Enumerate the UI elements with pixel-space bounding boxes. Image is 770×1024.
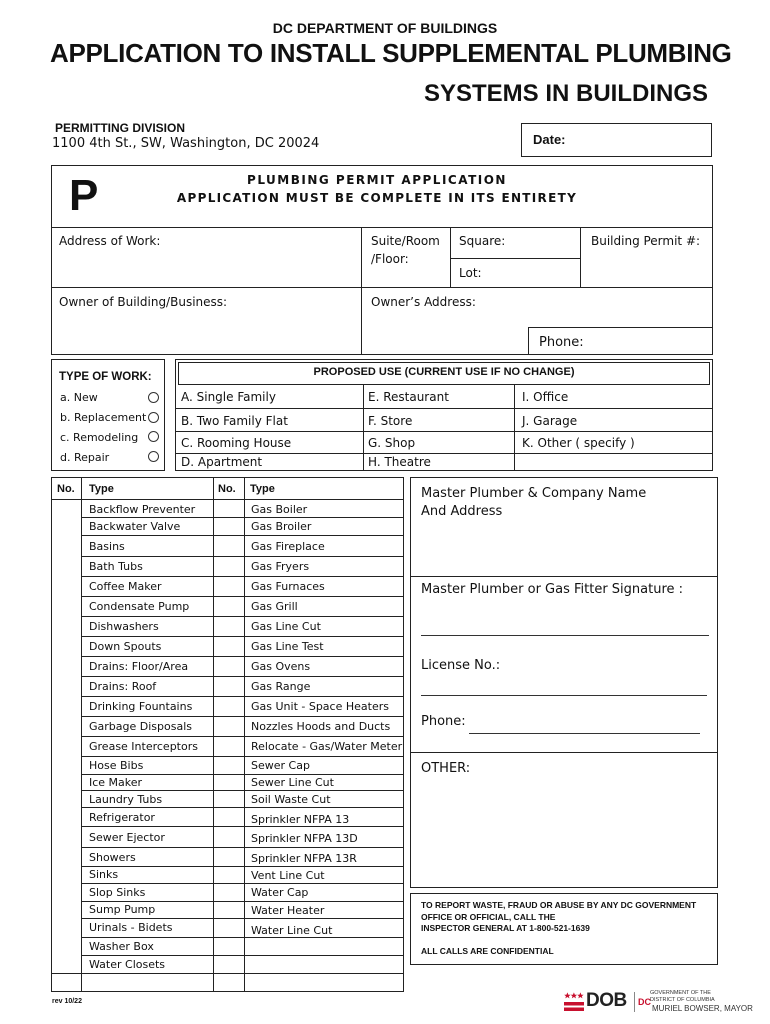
banner-letter: P [69, 171, 99, 220]
fixture-type-right: Gas Broiler [251, 520, 312, 533]
fixture-type-right: Gas Line Test [251, 640, 324, 653]
fixture-type-left: Bath Tubs [89, 560, 143, 573]
permit-banner [51, 165, 713, 228]
date-label: Date: [533, 132, 566, 147]
row-divider [81, 807, 404, 808]
dc-mini-logo: DC [638, 997, 651, 1007]
type-option-remodeling[interactable]: c. Remodeling [60, 431, 139, 444]
fixture-type-left: Water Closets [89, 958, 166, 971]
fixture-type-right: Soil Waste Cut [251, 793, 331, 806]
fixture-type-left: Drains: Roof [89, 680, 157, 693]
date-field[interactable] [521, 123, 712, 157]
col-header-no-right: No. [218, 483, 236, 495]
fraud-line2: OFFICE OR OFFICIAL, CALL THE [421, 912, 556, 922]
gov-line2: DISTRICT OF COLUMBIA [650, 997, 715, 1003]
address-of-work-field[interactable]: Address of Work: [59, 234, 161, 248]
row-divider [81, 955, 404, 956]
row-divider [81, 774, 404, 775]
row-divider [81, 556, 404, 557]
fixture-type-left: Slop Sinks [89, 886, 146, 899]
fixture-type-right: Vent Line Cut [251, 869, 325, 882]
row-divider [81, 535, 404, 536]
owner-field[interactable]: Owner of Building/Business: [59, 295, 228, 309]
fixture-type-right: Gas Range [251, 680, 311, 693]
fixture-type-left: Showers [89, 851, 136, 864]
fixture-type-right: Water Cap [251, 886, 309, 899]
fraud-line1: TO REPORT WASTE, FRAUD OR ABUSE BY ANY DC GOVERNMENT [421, 900, 697, 910]
proposed-use-option[interactable]: K. Other ( specify ) [522, 436, 635, 450]
row-divider [81, 866, 404, 867]
fixture-type-right: Sprinkler NFPA 13D [251, 832, 358, 845]
suite-room-label: Suite/Room [371, 234, 440, 248]
fixture-type-right: Sewer Cap [251, 759, 310, 772]
fixture-type-left: Hose Bibs [89, 759, 144, 772]
owner-phone-field[interactable] [528, 327, 713, 355]
side-panel [410, 477, 718, 888]
row-divider [81, 756, 404, 757]
phone-label: Phone: [539, 335, 584, 350]
row-divider [81, 636, 404, 637]
fixture-type-right: Relocate - Gas/Water Meter [251, 740, 403, 753]
fixture-type-left: Sump Pump [89, 903, 156, 916]
proposed-use-option[interactable]: E. Restaurant [368, 390, 449, 404]
row-divider [51, 973, 404, 974]
fixture-type-right: Sewer Line Cut [251, 776, 334, 789]
col-header-type-right: Type [250, 483, 275, 495]
fixture-type-left: Condensate Pump [89, 600, 190, 613]
fixture-type-left: Drains: Floor/Area [89, 660, 189, 673]
fixture-type-right: Gas Furnaces [251, 580, 325, 593]
row-divider [81, 596, 404, 597]
fixture-type-right: Gas Unit - Space Heaters [251, 700, 389, 713]
owner-address-field[interactable]: Owner’s Address: [371, 295, 476, 309]
fixture-type-left: Refrigerator [89, 811, 155, 824]
proposed-use-option[interactable]: H. Theatre [368, 455, 431, 469]
fixture-type-left: Drinking Fountains [89, 700, 193, 713]
fixture-type-left: Washer Box [89, 940, 154, 953]
proposed-use-option[interactable]: I. Office [522, 390, 569, 404]
fixture-type-right: Gas Fryers [251, 560, 310, 573]
side-phone-line[interactable] [469, 733, 700, 734]
fixture-type-right: Gas Fireplace [251, 540, 325, 553]
row-divider [81, 883, 404, 884]
row-divider [81, 696, 404, 697]
row-divider [81, 517, 404, 518]
fixture-type-left: Dishwashers [89, 620, 159, 633]
building-permit-field[interactable]: Building Permit #: [591, 234, 701, 248]
fixture-type-right: Sprinkler NFPA 13 [251, 813, 350, 826]
fixture-type-left: Grease Interceptors [89, 740, 198, 753]
side-phone-label: Phone: [421, 714, 466, 729]
row-divider [81, 826, 404, 827]
type-option-replacement[interactable]: b. Replacement [60, 411, 147, 424]
form-title-line1: APPLICATION TO INSTALL SUPPLEMENTAL PLUMBING [50, 38, 732, 68]
license-line[interactable] [421, 695, 707, 696]
fixture-type-left: Sewer Ejector [89, 831, 165, 844]
license-label: License No.: [421, 658, 501, 673]
division-label: PERMITTING DIVISION [55, 121, 186, 135]
type-option-new[interactable]: a. New [60, 391, 98, 404]
banner-line2: APPLICATION MUST BE COMPLETE IN ITS ENTIRETY [176, 191, 578, 205]
floor-label: /Floor: [371, 252, 409, 266]
signature-label: Master Plumber or Gas Fitter Signature : [421, 582, 684, 597]
row-divider [81, 616, 404, 617]
type-of-work-title: TYPE OF WORK: [59, 371, 152, 383]
fixture-type-left: Garbage Disposals [89, 720, 192, 733]
fixture-type-right: Water Heater [251, 904, 325, 917]
row-divider [81, 937, 404, 938]
radio-repair[interactable] [148, 451, 159, 462]
form-title-line2: SYSTEMS IN BUILDINGS [423, 80, 708, 107]
proposed-use-option[interactable]: G. Shop [368, 436, 416, 450]
master-plumber-label1: Master Plumber & Company Name [421, 486, 647, 501]
fixture-type-right: Sprinkler NFPA 13R [251, 852, 357, 865]
fixture-type-right: Gas Line Cut [251, 620, 321, 633]
other-label: OTHER: [421, 761, 471, 776]
mayor-name: MURIEL BOWSER, MAYOR [652, 1004, 753, 1013]
proposed-use-option[interactable]: F. Store [368, 414, 413, 428]
proposed-use-option[interactable]: A. Single Family [181, 390, 276, 404]
division-address: 1100 4th St., SW, Washington, DC 20024 [52, 136, 320, 151]
fixture-type-left: Coffee Maker [89, 580, 162, 593]
fixture-type-right: Gas Boiler [251, 503, 308, 516]
row-divider [81, 790, 404, 791]
proposed-use-option[interactable]: C. Rooming House [181, 436, 292, 450]
dob-logo: DOB [586, 990, 627, 1011]
row-divider [81, 847, 404, 848]
fixture-type-left: Backwater Valve [89, 520, 181, 533]
gov-line1: GOVERNMENT OF THE [650, 990, 711, 996]
row-divider [81, 656, 404, 657]
proposed-use-option[interactable]: D. Apartment [181, 455, 263, 469]
lot-field[interactable]: Lot: [459, 266, 482, 280]
fixture-type-left: Laundry Tubs [89, 793, 163, 806]
row-divider [81, 901, 404, 902]
proposed-use-option[interactable]: B. Two Family Flat [181, 414, 288, 428]
fraud-line3: INSPECTOR GENERAL AT 1-800-521-1639 [421, 923, 590, 933]
row-divider [81, 576, 404, 577]
fraud-line4: ALL CALLS ARE CONFIDENTIAL [421, 946, 554, 956]
row-divider [81, 918, 404, 919]
row-divider [81, 676, 404, 677]
department-name: DC DEPARTMENT OF BUILDINGS [272, 20, 498, 36]
fixture-type-left: Backflow Preventer [89, 503, 196, 516]
fixture-type-right: Gas Grill [251, 600, 298, 613]
fixture-type-left: Down Spouts [89, 640, 162, 653]
fixture-type-left: Basins [89, 540, 125, 553]
signature-line[interactable] [421, 635, 709, 636]
fixture-type-left: Urinals - Bidets [89, 921, 173, 934]
col-header-no-left: No. [57, 483, 75, 495]
radio-replacement[interactable] [148, 412, 159, 423]
fixture-type-right: Nozzles Hoods and Ducts [251, 720, 391, 733]
row-divider [81, 716, 404, 717]
fixture-type-right: Water Line Cut [251, 924, 333, 937]
banner-line1: PLUMBING PERMIT APPLICATION [247, 173, 507, 187]
col-header-type-left: Type [89, 483, 114, 495]
master-plumber-label2: And Address [421, 504, 503, 519]
proposed-use-option[interactable]: J. Garage [522, 414, 578, 428]
radio-new[interactable] [148, 392, 159, 403]
square-field[interactable]: Square: [459, 234, 506, 248]
type-option-repair[interactable]: d. Repair [60, 451, 110, 464]
row-divider [81, 736, 404, 737]
revision-label: rev 10/22 [52, 998, 82, 1005]
fixture-type-right: Gas Ovens [251, 660, 311, 673]
proposed-use-title: PROPOSED USE (CURRENT USE IF NO CHANGE) [313, 366, 575, 378]
fixture-type-left: Ice Maker [89, 776, 143, 789]
radio-remodeling[interactable] [148, 431, 159, 442]
fixture-type-left: Sinks [89, 868, 119, 881]
dc-flag-icon [564, 992, 584, 1012]
